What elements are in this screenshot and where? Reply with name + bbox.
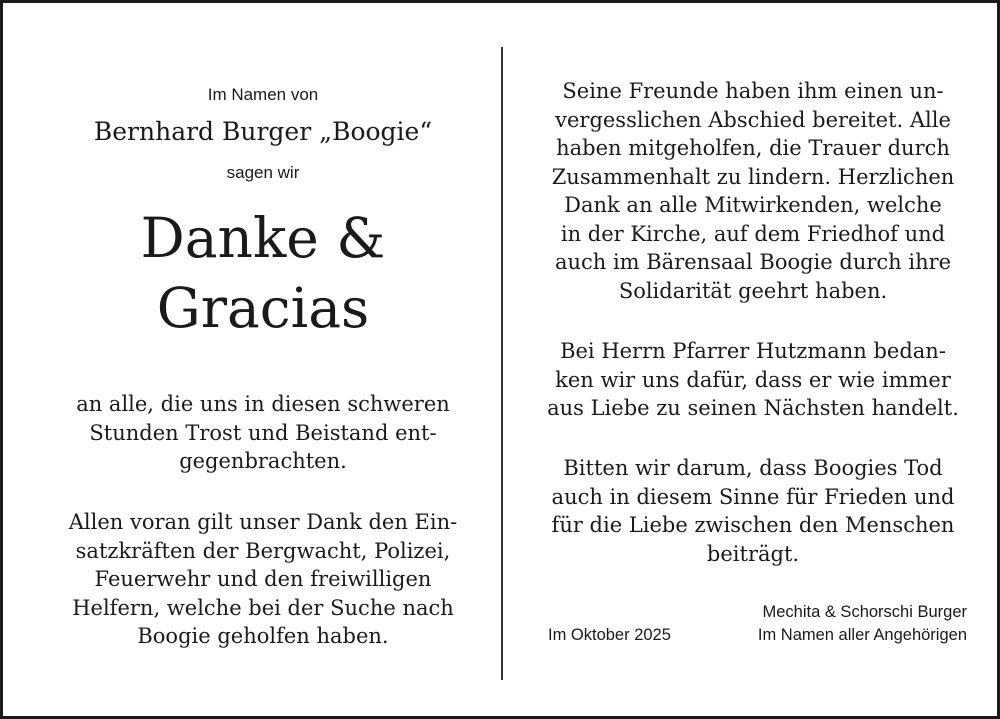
- text-line: auch in diesem Sinne für Frieden und: [551, 484, 955, 509]
- date-text: Im Oktober 2025: [548, 626, 671, 644]
- text-line: Allen voran gilt unser Dank den Ein-: [68, 510, 458, 534]
- rescuers-paragraph: [23, 508, 503, 651]
- signers-text: Mechita & Schorschi Burger: [762, 603, 967, 621]
- text-line: Zusammenhalt zu lindern. Herzlichen: [551, 164, 955, 189]
- text-line: an alle, die uns in diesen schweren: [76, 392, 450, 416]
- text-line: Bei Herrn Pfarrer Hutzmann bedan-: [560, 339, 946, 363]
- headline-line-2: Gracias: [156, 276, 370, 340]
- signers-note: Im Namen aller Angehörigen: [757, 626, 967, 644]
- text-line: haben mitgeholfen, die Trauer durch: [556, 136, 950, 160]
- text-line: satzkräften der Bergwacht, Polizei,: [75, 538, 451, 563]
- text-line: Feuerwehr und den freiwilligen: [94, 567, 432, 591]
- text-line: gegenbrachten.: [179, 449, 347, 473]
- text-line: Seine Freunde haben ihm einen un-: [562, 79, 944, 103]
- text-line: Bitten wir darum, dass Boogies Tod: [563, 456, 943, 480]
- text-line: für die Liebe zwischen den Menschen: [551, 513, 955, 537]
- text-line: auch im Bärensaal Boogie durch ihre: [554, 250, 952, 274]
- text-line: Dank an alle Mitwirkenden, welche: [564, 193, 942, 217]
- intro-text: Im Namen von: [207, 85, 319, 104]
- text-line: beiträgt.: [706, 541, 800, 566]
- thanks-paragraph: [23, 390, 503, 476]
- text-line: ken wir uns dafür, dass er wie immer: [555, 367, 951, 392]
- friends-paragraph: [503, 77, 1000, 305]
- text-line: Helfern, welche bei der Suche nach: [72, 595, 454, 620]
- text-line: aus Liebe zu seinen Nächsten handelt.: [547, 396, 959, 420]
- text-line: in der Kirche, auf dem Friedhof und: [560, 221, 946, 246]
- text-line: vergesslichen Abschied bereitet. Alle: [555, 107, 951, 132]
- headline-line-1: Danke &: [140, 206, 386, 270]
- peace-paragraph: [503, 454, 1000, 568]
- text-line: Solidarität geehrt haben.: [618, 278, 888, 303]
- text-line: Stunden Trost und Beistand ent-: [89, 420, 437, 445]
- text-line: Boogie geholfen haben.: [137, 624, 389, 648]
- pastor-paragraph: [503, 337, 1000, 423]
- say-text: sagen wir: [226, 163, 300, 182]
- deceased-name: Bernhard Burger „Boogie“: [93, 117, 433, 146]
